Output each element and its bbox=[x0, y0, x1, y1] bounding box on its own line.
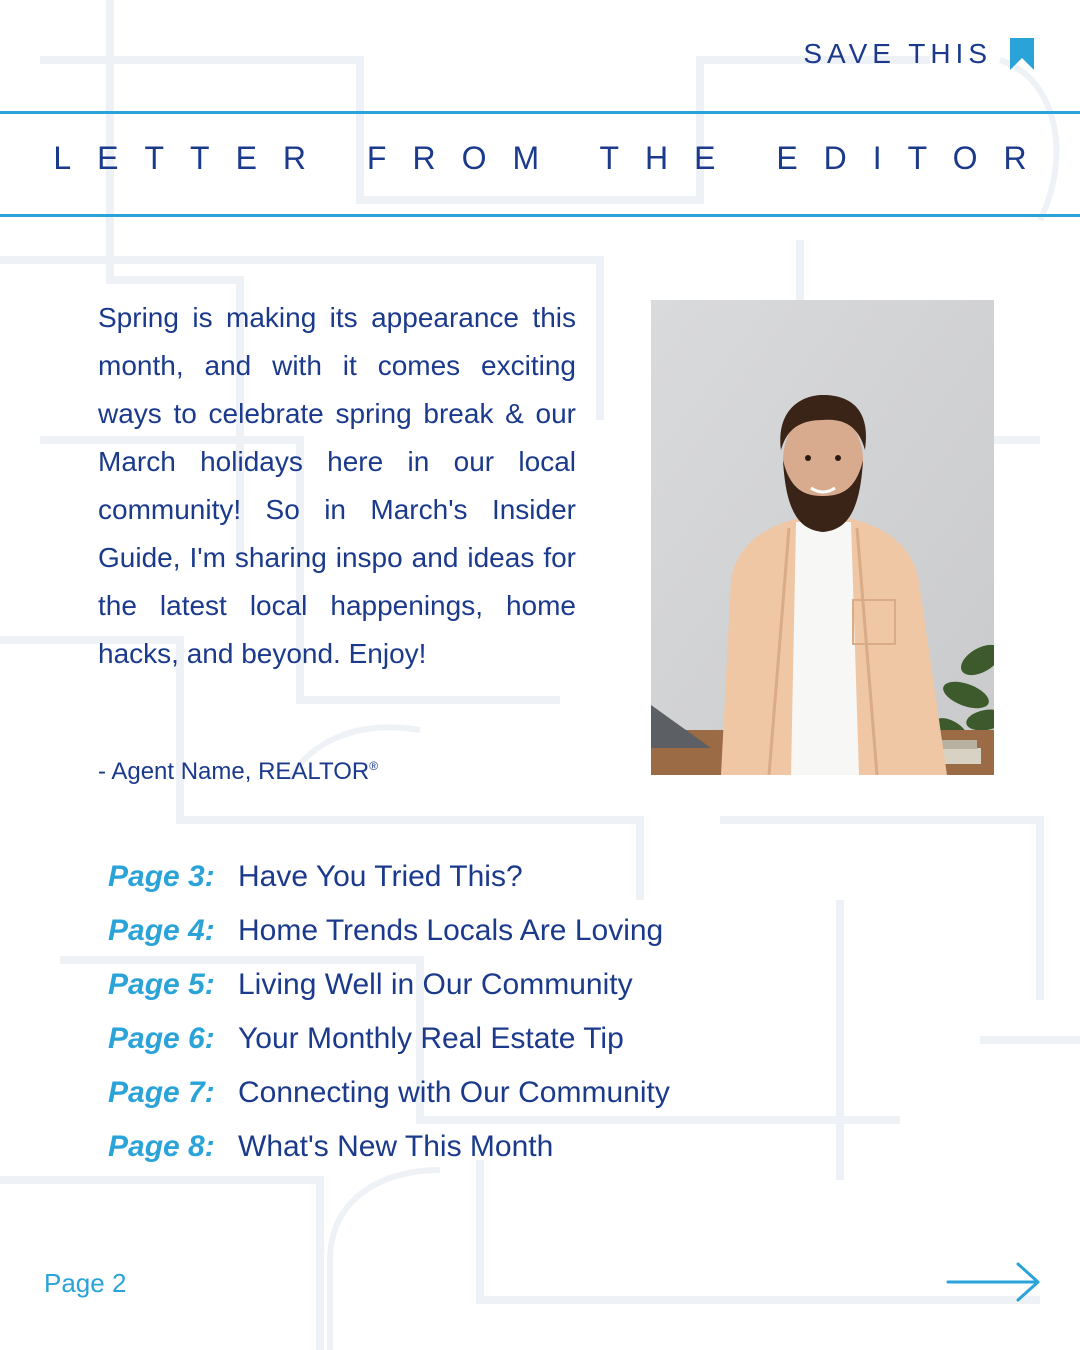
toc-title: Living Well in Our Community bbox=[238, 968, 633, 1001]
toc-page-ref: Page 3: bbox=[108, 860, 215, 893]
toc-title: Your Monthly Real Estate Tip bbox=[238, 1022, 624, 1055]
page-number: Page 2 bbox=[44, 1268, 127, 1298]
agent-photo bbox=[651, 300, 994, 775]
toc-item[interactable] bbox=[108, 850, 670, 904]
toc-title: Have You Tried This? bbox=[238, 860, 523, 893]
header-bottom-rule bbox=[0, 214, 1080, 217]
editor-signature bbox=[98, 758, 378, 786]
toc-page-ref: Page 6: bbox=[108, 1022, 215, 1055]
toc-page-ref: Page 7: bbox=[108, 1076, 215, 1109]
bookmark-icon[interactable] bbox=[1008, 38, 1036, 70]
toc-item[interactable] bbox=[108, 904, 670, 958]
toc-page-ref: Page 4: bbox=[108, 914, 215, 947]
toc-title: What's New This Month bbox=[238, 1130, 554, 1163]
toc-item[interactable] bbox=[108, 1066, 670, 1120]
table-of-contents bbox=[108, 850, 670, 1174]
save-this-label[interactable]: SAVE THIS bbox=[803, 38, 992, 69]
signature-name: - Agent Name, REALTOR bbox=[98, 758, 370, 785]
editor-letter-body: Spring is making its appearance this month, and with it comes exciting ways to celebrate spring break & our March holidays here in our local community! So in March's Insider Guide, I'm sharing inspo and ideas for the latest local happenings, home hacks, and beyond. Enjoy! bbox=[98, 302, 576, 669]
toc-item[interactable] bbox=[108, 1120, 670, 1174]
toc-item[interactable] bbox=[108, 1012, 670, 1066]
toc-page-ref: Page 8: bbox=[108, 1130, 215, 1163]
toc-item[interactable] bbox=[108, 958, 670, 1012]
registered-mark: ® bbox=[369, 759, 379, 773]
toc-page-ref: Page 5: bbox=[108, 968, 215, 1001]
header-top-rule bbox=[0, 111, 1080, 114]
toc-title: Connecting with Our Community bbox=[238, 1076, 670, 1109]
toc-title: Home Trends Locals Are Loving bbox=[238, 914, 664, 947]
arrow-right-icon[interactable] bbox=[946, 1260, 1042, 1304]
page-title: LETTER FROM THE EDITOR bbox=[53, 140, 1053, 176]
